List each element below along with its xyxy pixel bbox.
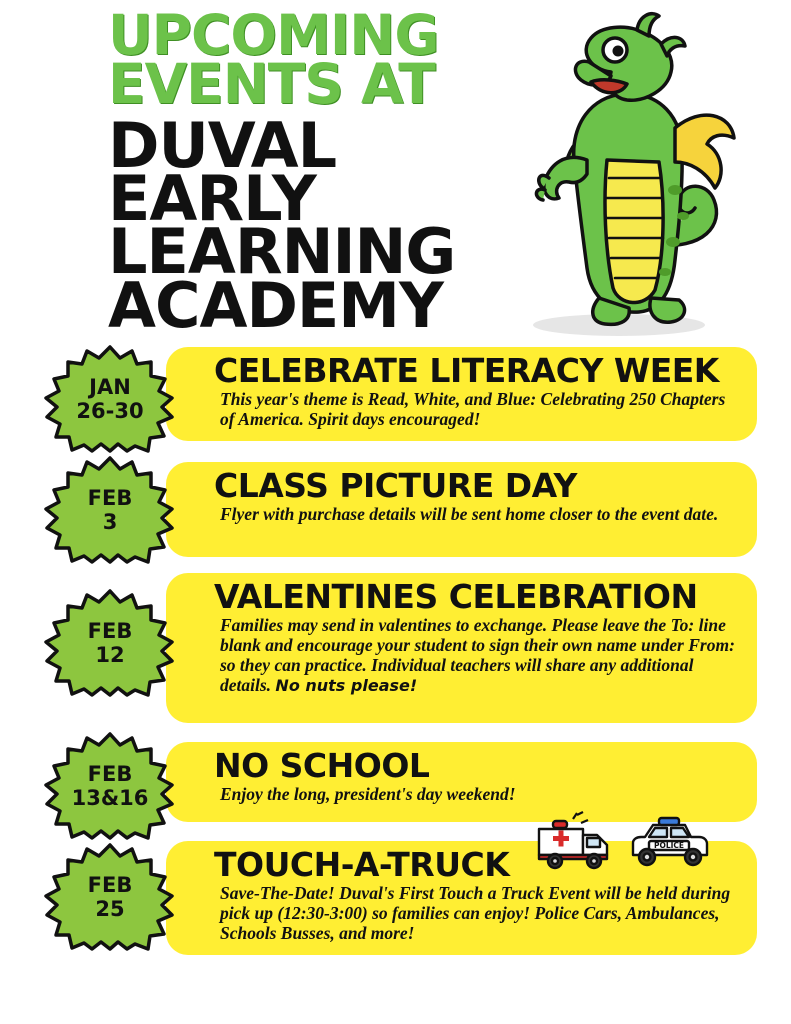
badge-day: 3	[102, 509, 118, 534]
event-row	[14, 567, 777, 725]
event-row	[14, 835, 777, 955]
event-row	[14, 456, 777, 556]
event-date-badge	[40, 345, 180, 453]
event-date-badge	[40, 456, 180, 564]
event-description	[214, 615, 735, 696]
event-bar	[166, 573, 757, 723]
badge-month: FEB	[87, 761, 133, 786]
event-title: CELEBRATE LITERACY WEEK	[214, 351, 719, 390]
event-row	[14, 345, 777, 445]
event-bar	[166, 462, 757, 557]
badge-month: FEB	[87, 872, 133, 897]
badge-day: 25	[95, 896, 125, 921]
title-line-academy: ACADEMY	[108, 268, 443, 342]
truck-icons	[531, 811, 721, 873]
event-title: VALENTINES CELEBRATION	[214, 577, 698, 616]
flyer-header	[0, 0, 791, 345]
event-title: CLASS PICTURE DAY	[214, 466, 577, 505]
event-title: NO SCHOOL	[214, 746, 430, 785]
badge-day: 13&16	[71, 785, 149, 810]
event-bar	[166, 841, 757, 955]
badge-day: 26-30	[76, 398, 144, 423]
events-list	[0, 345, 791, 955]
event-title: TOUCH-A-TRUCK	[214, 845, 510, 884]
dragon-mascot-icon	[479, 10, 739, 340]
event-date-badge	[40, 732, 180, 840]
badge-day: 12	[95, 642, 125, 667]
event-date-badge	[40, 843, 180, 951]
police-label: POLICE	[653, 841, 685, 850]
badge-month: JAN	[89, 374, 131, 399]
event-bar	[166, 347, 757, 441]
page-title	[108, 3, 528, 342]
event-description: Enjoy the long, president's day weekend!	[220, 784, 516, 804]
title-line-upcoming: UPCOMING	[108, 3, 439, 67]
event-bar	[166, 742, 757, 822]
event-description-text: Families may send in valentines to exchange. Please leave the To: line blank and encourage your student to sign their own name under From: so they can practice. Individual teachers will share any additional details.	[220, 615, 735, 696]
title-line-duval: DUVAL	[108, 108, 337, 182]
badge-month: FEB	[87, 485, 133, 510]
event-description: This year's theme is Read, White, and Blue: Celebrating 250 Chapters of America. Spirit days encouraged!	[220, 389, 726, 430]
event-description: Flyer with purchase details will be sent home closer to the event date.	[220, 504, 719, 524]
title-line-events-at: EVENTS AT	[108, 52, 435, 117]
event-description-emphasis: No nuts please!	[275, 676, 418, 696]
event-description: Save-The-Date! Duval's First Touch a Truck Event will be held during pick up (12:30-3:00) so families can enjoy! Police Cars, Ambulances, Schools Busses, and more!	[220, 883, 731, 944]
event-date-badge	[40, 589, 180, 697]
title-line-early: EARLY	[108, 161, 316, 235]
title-line-learning: LEARNING	[108, 215, 456, 289]
badge-month: FEB	[87, 618, 133, 643]
